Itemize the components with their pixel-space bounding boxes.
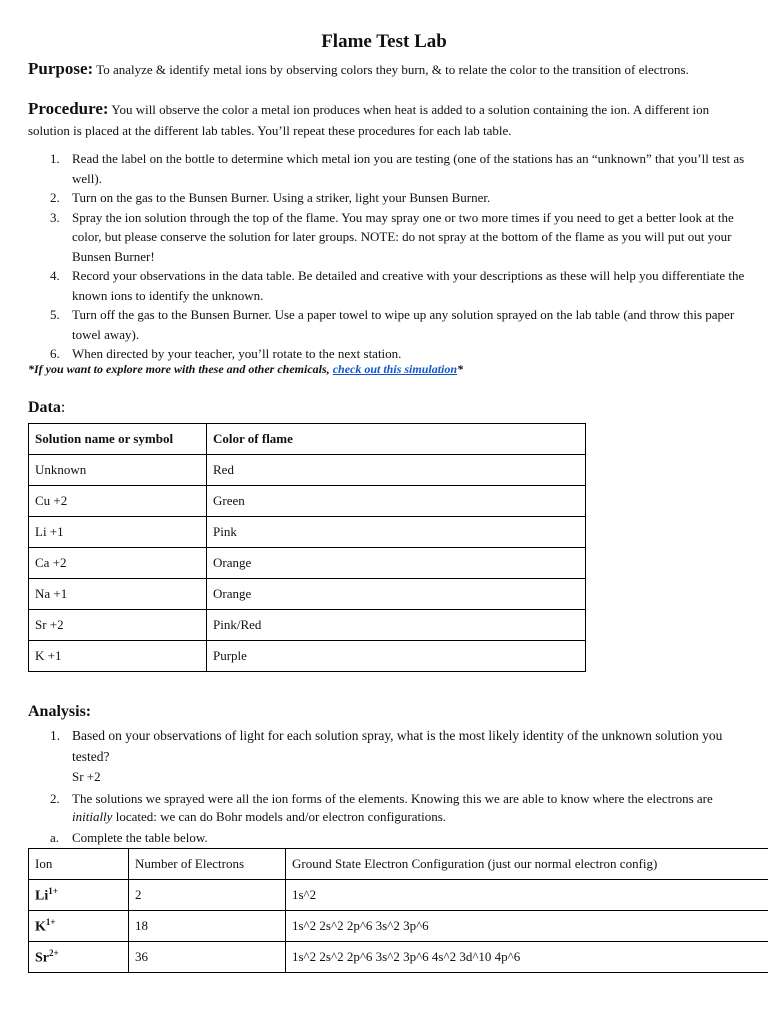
procedure-steps <box>28 149 748 364</box>
procedure-step: 2. Turn on the gas to the Bunsen Burner. Using a striker, light your Bunsen Burner. <box>50 190 491 205</box>
procedure-step: 6. When directed by your teacher, you’ll rotate to the next station. <box>50 346 402 361</box>
table-row: $Sr^{2+}$ 36 1s^2 2s^2 2p^6 3s^2 3p^6 4s^2 3d^10 4p^6 <box>29 942 768 973</box>
analysis-qa: a. Complete the table below. <box>50 830 208 845</box>
simulation-link[interactable]: check out this simulation <box>332 362 458 376</box>
table-row: $Li^{1+}$ 2 1s^2 <box>29 880 768 911</box>
procedure-label: Procedure: <box>28 99 109 118</box>
column-header: Color of flame <box>207 424 586 455</box>
purpose-section <box>28 58 743 80</box>
table-header-row <box>29 849 768 880</box>
analysis-q1: 1. Based on your observations of light for each solution spray, what is the most likely identity of the unknown solution you tested? <box>50 728 723 764</box>
procedure-section <box>28 98 743 141</box>
table-row: Na +1 Orange <box>29 579 586 610</box>
column-header: Solution name or symbol <box>29 424 207 455</box>
analysis-q1-answer: Sr +2 <box>72 769 101 784</box>
column-header: Number of Electrons <box>129 849 286 880</box>
analysis-heading: Analysis: <box>28 703 92 720</box>
purpose-text: To analyze & identify metal ions by observing colors they burn, & to relate the color to the transition of electrons. <box>96 62 689 77</box>
electron-table <box>28 848 768 973</box>
table-row: Unknown Red <box>29 455 586 486</box>
simulation-note: *If you want to explore more with these and other chemicals, check out this simulation* <box>28 362 464 376</box>
column-header: Ground State Electron Configuration (just our normal electron config) <box>286 849 768 880</box>
table-row: Sr +2 Pink/Red <box>29 610 586 641</box>
table-row: K +1 Purple <box>29 641 586 672</box>
table-row: $K^{1+}$ 18 1s^2 2s^2 2p^6 3s^2 3p^6 <box>29 911 768 942</box>
table-row: Cu +2 Green <box>29 486 586 517</box>
table-row: Li +1 Pink <box>29 517 586 548</box>
analysis-q2: 2. The solutions we sprayed were all the ion forms of the elements. Knowing this we are able to know where the electrons are initially located: we can do Bohr models and/or electron configurations. <box>50 791 713 824</box>
procedure-step: 4. Record your observations in the data table. Be detailed and creative with your descriptions as these will help you differentiate the known ions to identify the unknown. <box>50 268 745 303</box>
column-header: Ion <box>29 849 129 880</box>
table-row: Ca +2 Orange <box>29 548 586 579</box>
procedure-step: 1. Read the label on the bottle to determine which metal ion you are testing (one of the stations has an “unknown” that you’ll test as well). <box>50 151 745 186</box>
procedure-text: You will observe the color a metal ion produces when heat is added to a solution containing the ion. A different ion solution is placed at the different lab tables. You’ll repeat these procedures for each lab table. <box>28 102 710 138</box>
purpose-label: Purpose: <box>28 59 94 78</box>
data-heading: Data: <box>28 399 66 416</box>
procedure-step: 3. Spray the ion solution through the top of the flame. You may spray one or two more times if you need to get a better look at the color, but please conserve the solution for later groups. NOTE: do not spray at the bottom of the flame as you will put out your Bunsen Burner! <box>50 209 734 264</box>
procedure-step: 5. Turn off the gas to the Bunsen Burner. Use a paper towel to wipe up any solution sprayed on the lab table (and throw this paper towel away). <box>50 307 735 342</box>
page-title: Flame Test Lab <box>321 31 447 52</box>
table-header-row <box>29 424 586 455</box>
data-table <box>28 423 586 672</box>
